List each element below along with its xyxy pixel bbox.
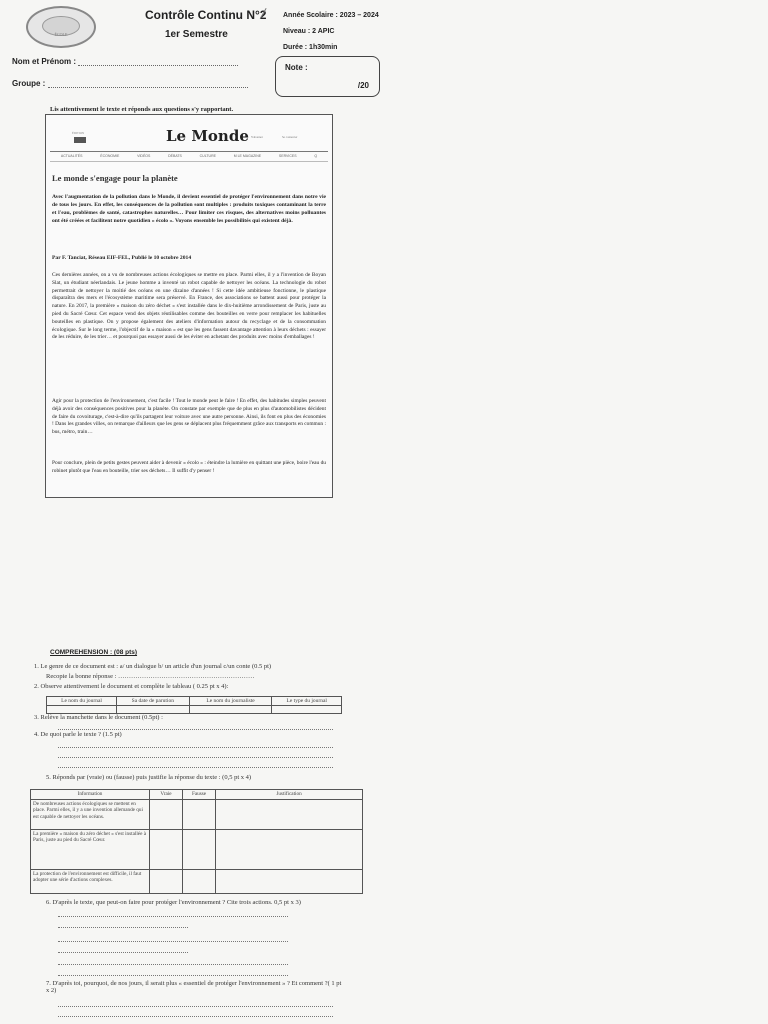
question-1: 1. Le genre de ce document est : a/ un dialogue b/ un article d'un journal c/un conte (0.5 pt) — [34, 663, 272, 670]
answer-line[interactable] — [58, 952, 188, 953]
article-headline: Le monde s'engage pour la planète — [52, 173, 178, 183]
answer-line[interactable] — [58, 941, 288, 942]
login-link: Se connecter — [282, 135, 298, 139]
group-field[interactable] — [12, 79, 248, 88]
note-total: /20 — [357, 81, 369, 90]
table-header: Le nom du journal — [47, 697, 117, 706]
duration: Durée : 1h30min — [283, 44, 338, 51]
true-cell[interactable] — [150, 799, 183, 829]
note-box[interactable] — [275, 56, 380, 97]
search-icon: Q — [314, 154, 318, 158]
name-blank[interactable] — [78, 57, 238, 66]
table-cell[interactable] — [47, 706, 117, 714]
nav-item: ÉCONOMIE — [100, 154, 120, 158]
true-cell[interactable] — [150, 869, 183, 893]
name-field[interactable] — [12, 57, 238, 66]
logo-text: ÉCOLE — [54, 32, 68, 37]
table-header: Le nom du journaliste — [189, 697, 272, 706]
article-paragraph: Pour conclure, plein de petits gestes peuvent aider à devenir « écolo » : éteindre la lumière en quittant une pièce, boire l'eau du robinet plutôt que l'eau en bouteille, trier ses déchets… Il suffit d'y penser ! — [52, 460, 326, 474]
section-title: COMPREHENSION : (08 pts) — [50, 649, 138, 656]
question-5: 5. Réponds par (vraie) ou (fausse) puis justifie la réponse du texte : (0,5 pt x 4) — [46, 774, 252, 781]
subscribe-link: S'abonner — [251, 135, 263, 139]
divider — [50, 161, 328, 162]
answer-line[interactable] — [58, 1006, 333, 1007]
answer-line[interactable] — [58, 964, 288, 965]
question-2: 2. Observe attentivement le document et complète le tableau ( 0.25 pt x 4): — [34, 683, 229, 690]
group-blank[interactable] — [48, 79, 248, 88]
name-label: Nom et Prénom : — [12, 57, 77, 66]
table-header: Information — [31, 790, 150, 800]
justification-cell[interactable] — [216, 799, 363, 829]
nav-item: DÉBATS — [168, 154, 182, 158]
exam-title: Contrôle Continu N°2 — [145, 8, 267, 22]
instructions: Lis attentivement le texte et réponds aux questions s'y rapportant. — [50, 106, 234, 113]
answer-line[interactable] — [58, 767, 333, 768]
group-label: Groupe : — [12, 79, 46, 88]
table-cell[interactable] — [117, 706, 190, 714]
justification-cell[interactable] — [216, 829, 363, 869]
answer-line[interactable] — [58, 1016, 333, 1017]
answer-line[interactable] — [58, 729, 333, 730]
answer-line[interactable] — [58, 747, 333, 748]
true-cell[interactable] — [150, 829, 183, 869]
nav-item: M LE MAGAZINE — [233, 154, 262, 158]
newspaper-info-table — [46, 696, 342, 714]
table-header: Fausse — [183, 790, 216, 800]
answer-line[interactable] — [58, 927, 188, 928]
article-chapeau: Avec l'augmentation de la pollution dans le Monde, il devient essentiel de protéger l'environnement dans notre vie de tous les jours. En effet, les conséquences de la pollution sont multiples : produits toxiques contaminant la terre et l'eau, problèmes de santé, catastrophes naturelles… Pour limiter ces risques, des alternatives moins polluantes ont été créées et facilitent notre quotidien « écolo ». Voyons ensemble les possibilités qui existent déjà. — [52, 194, 326, 224]
table-header: Justification — [216, 790, 363, 800]
justification-cell[interactable] — [216, 869, 363, 893]
newspaper-nav — [52, 154, 326, 158]
newspaper-logo: Le Monde — [166, 127, 249, 145]
nav-item: CULTURE — [199, 154, 216, 158]
semester: 1er Semestre — [165, 29, 228, 40]
school-logo — [26, 6, 96, 48]
answer-line[interactable] — [58, 916, 288, 917]
edition-label: ÉDITION — [72, 131, 85, 135]
nav-item: SERVICES — [278, 154, 297, 158]
table-header: Le type du journal — [272, 697, 342, 706]
note-label: Note : — [285, 63, 308, 72]
table-row-statement: La première « maison du zéro déchet » s'est installée à Paris, juste au pied du Sacré Cœur. — [31, 829, 150, 869]
question-4: 4. De quoi parle le texte ? (1.5 pt) — [34, 731, 122, 738]
newspaper-article — [45, 114, 333, 498]
school-year: Année Scolaire : 2023 – 2024 — [283, 12, 379, 19]
table-header: Sa date de parution — [117, 697, 190, 706]
article-paragraph: Agir pour la protection de l'environnement, c'est facile ! Tout le monde peut le faire ! En effet, des habitudes simples peuvent déjà avoir des conséquences positives pour la planète. On constate par exemple que de plus en plus d'automobilistes décident de faire du covoiturage, c'est-à-dire qu'ils partagent leur voiture avec une autre personne. Ainsi, ils font en plus des économies ! Dans les grandes villes, on remarque d'ailleurs que les gens se déplacent plus fréquemment grâce aux transports en commun : bus, métro, train… — [52, 398, 326, 436]
nav-item: VIDÉOS — [137, 154, 151, 158]
answer-line[interactable] — [58, 757, 333, 758]
table-cell[interactable] — [272, 706, 342, 714]
menu-icon — [74, 137, 86, 143]
table-row-statement: La protection de l'environnement est difficile, il faut adopter une série d'actions complexes. — [31, 869, 150, 893]
article-paragraph: Ces dernières années, on a vu de nombreuses actions écologiques se mettre en place. Parmi elles, il y a l'invention de Boyan Slat, un étudiant néerlandais. Le jeune homme a inventé un robot capable de nettoyer les océans. La technologie du robot permettrait de nettoyer la moitié des océans en une dizaine d'années ! Si cette idée ambitieuse fonctionne, le plastique disparaîtra des mers et l'écosystème maritime sera préservé. En France, des associations se battent aussi pour protéger la nature. En 2017, la première « maison du zéro déchet » s'est installée dans le dix-huitième arrondissement de Paris, juste au pied du Sacré Cœur. Cet espace vend des objets réutilisables comme des bouteilles en verre pour remplacer les habituelles bouteilles en plastique. On y propose également des ateliers d'information autour du recyclage et de la consommation écologique. Sur le long terme, l'objectif de la « maison » est que les gens fassent davantage attention à leurs déchets : essayer de les réduire, de les trier… et pourquoi pas essayer aussi de les éviter en achetant des produits avec moins d'emballages ! — [52, 272, 326, 341]
article-byline: Par F. Tanciat, Réseau EIF-FEL, Publié le 10 octobre 2014 — [52, 255, 192, 261]
table-row-statement: De nombreuses actions écologiques se mettent en place. Parmi elles, il y a une invention allemande qui est capable de nettoyer les océans. — [31, 799, 150, 829]
false-cell[interactable] — [183, 799, 216, 829]
table-header: Vraie — [150, 790, 183, 800]
false-cell[interactable] — [183, 829, 216, 869]
question-6: 6. D'après le texte, que peut-on faire pour protéger l'environnement ? Cite trois actions. 0,5 pt x 3) — [46, 899, 301, 906]
answer-line[interactable] — [58, 975, 288, 976]
question-3: 3. Relève la manchette dans le document (0.5pt) : — [34, 714, 163, 721]
level: Niveau : 2 APIC — [283, 28, 335, 35]
question-7: 7. D'après toi, pourquoi, de nos jours, il serait plus « essentiel de protéger l'environnement » ? Et comment ?( 1 pt x 2) — [46, 980, 342, 994]
true-false-table — [30, 789, 363, 894]
table-cell[interactable] — [189, 706, 272, 714]
false-cell[interactable] — [183, 869, 216, 893]
question-1-answer[interactable]: Recopie la bonne réponse : ……………………………………………………… — [46, 673, 255, 680]
nav-item: ACTUALITÉS — [60, 154, 83, 158]
divider — [50, 151, 328, 152]
